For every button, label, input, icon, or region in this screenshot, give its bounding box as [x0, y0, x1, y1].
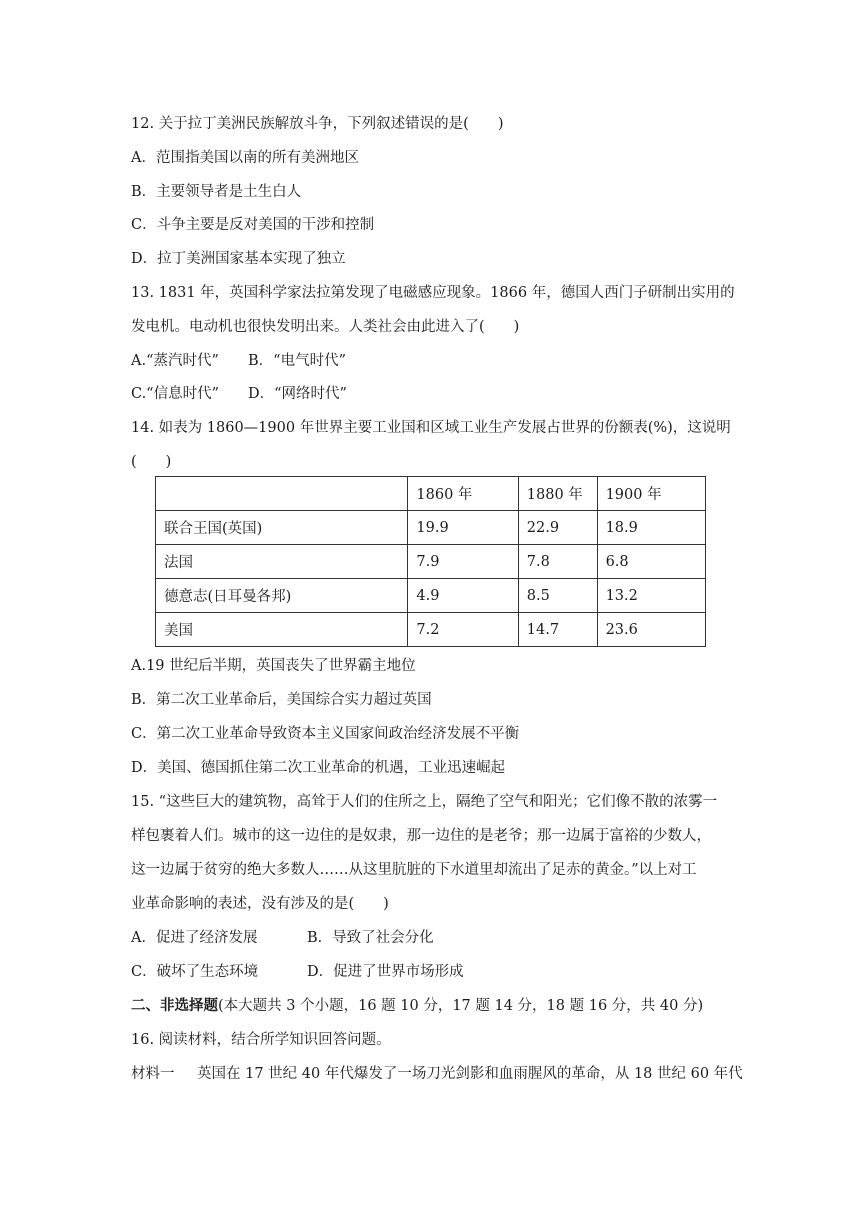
table-header-cell: 1880 年: [518, 477, 597, 511]
table-header-cell: [156, 477, 408, 511]
q15-option-c: C．破坏了生态环境: [131, 964, 259, 980]
q12-option-c: C．斗争主要是反对美国的干涉和控制: [131, 217, 375, 233]
q12-stem: 12. 关于拉丁美洲民族解放斗争，下列叙述错误的是( ): [131, 116, 504, 132]
q14-stem-line1: 14. 如表为 1860—1900 年世界主要工业国和区域工业生产发展占世界的份额表(%)，这说明: [131, 420, 731, 436]
table-cell: 14.7: [518, 613, 597, 647]
table-cell: 22.9: [518, 511, 597, 545]
table-row: [156, 545, 706, 579]
table-cell: 23.6: [597, 613, 705, 647]
table-cell: 13.2: [597, 579, 705, 613]
table-header-row: [156, 477, 706, 511]
q12-option-b: B．主要领导者是土生白人: [131, 184, 302, 200]
q13-stem-line1: 13. 1831 年，英国科学家法拉第发现了电磁感应现象。1866 年，德国人西门子研制出实用的: [131, 285, 735, 301]
table-row: [156, 613, 706, 647]
q15-stem-line2: 样包裹着人们。城市的这一边住的是奴隶，那一边住的是老爷；那一边属于富裕的少数人，: [131, 828, 711, 844]
table-cell: 4.9: [408, 579, 518, 613]
q14-option-c: C．第二次工业革命导致资本主义国家间政治经济发展不平衡: [131, 726, 520, 742]
table-header-cell: 1860 年: [408, 477, 518, 511]
table-header-cell: 1900 年: [597, 477, 705, 511]
table-row: [156, 579, 706, 613]
section2-title: 二、非选择题: [131, 997, 218, 1014]
q13-option-a: A.“蒸汽时代”: [131, 353, 219, 369]
table-cell: 7.2: [408, 613, 518, 647]
table-cell: 美国: [156, 613, 408, 647]
q12-option-a: A．范围指美国以南的所有美洲地区: [131, 150, 359, 166]
q13-option-b: B．“电气时代”: [248, 353, 346, 369]
table-cell: 法国: [156, 545, 408, 579]
q15-stem-line3: 这一边属于贫穷的绝大多数人……从这里肮脏的下水道里却流出了足赤的黄金。”以上对工: [131, 862, 697, 878]
q13-option-c: C.“信息时代”: [131, 386, 220, 402]
table-cell: 德意志(日耳曼各邦): [156, 579, 408, 613]
table-row: [156, 511, 706, 545]
q13-option-d: D．“网络时代”: [248, 386, 347, 402]
q16-stem: 16. 阅读材料，结合所学知识回答问题。: [131, 1032, 391, 1048]
q15-option-a: A．促进了经济发展: [131, 930, 258, 946]
table-cell: 6.8: [597, 545, 705, 579]
section2-heading: [131, 996, 731, 1016]
table-cell: 7.9: [408, 545, 518, 579]
q15-stem-line4: 业革命影响的表述，没有涉及的是( ): [131, 896, 389, 912]
q14-option-a: A.19 世纪后半期，英国丧失了世界霸主地位: [131, 658, 416, 674]
table-cell: 7.8: [518, 545, 597, 579]
table-cell: 19.9: [408, 511, 518, 545]
q13-stem-line2: 发电机。电动机也很快发明出来。人类社会由此进入了( ): [131, 319, 520, 335]
q16-material1-label: 材料一: [131, 1066, 175, 1082]
q15-option-b: B．导致了社会分化: [307, 930, 434, 946]
q16-material1-text: 英国在 17 世纪 40 年代爆发了一场刀光剑影和血雨腥风的革命，从 18 世纪 60 年代: [197, 1066, 743, 1082]
q12-option-d: D．拉丁美洲国家基本实现了独立: [131, 251, 346, 267]
industrial-share-table: [155, 476, 706, 647]
section2-note: (本大题共 3 个小题，16 题 10 分，17 题 14 分，18 题 16 分，共 40 分): [218, 998, 704, 1014]
q14-stem-line2: ( ): [131, 454, 172, 470]
q15-option-d: D．促进了世界市场形成: [307, 964, 464, 980]
table-cell: 18.9: [597, 511, 705, 545]
q15-stem-line1: 15. “这些巨大的建筑物，高耸于人们的住所之上，隔绝了空气和阳光；它们像不散的浓雾一: [131, 794, 718, 810]
table-cell: 8.5: [518, 579, 597, 613]
table-cell: 联合王国(英国): [156, 511, 408, 545]
q14-option-d: D．美国、德国抓住第二次工业革命的机遇，工业迅速崛起: [131, 760, 506, 776]
q14-option-b: B．第二次工业革命后，美国综合实力超过英国: [131, 692, 432, 708]
